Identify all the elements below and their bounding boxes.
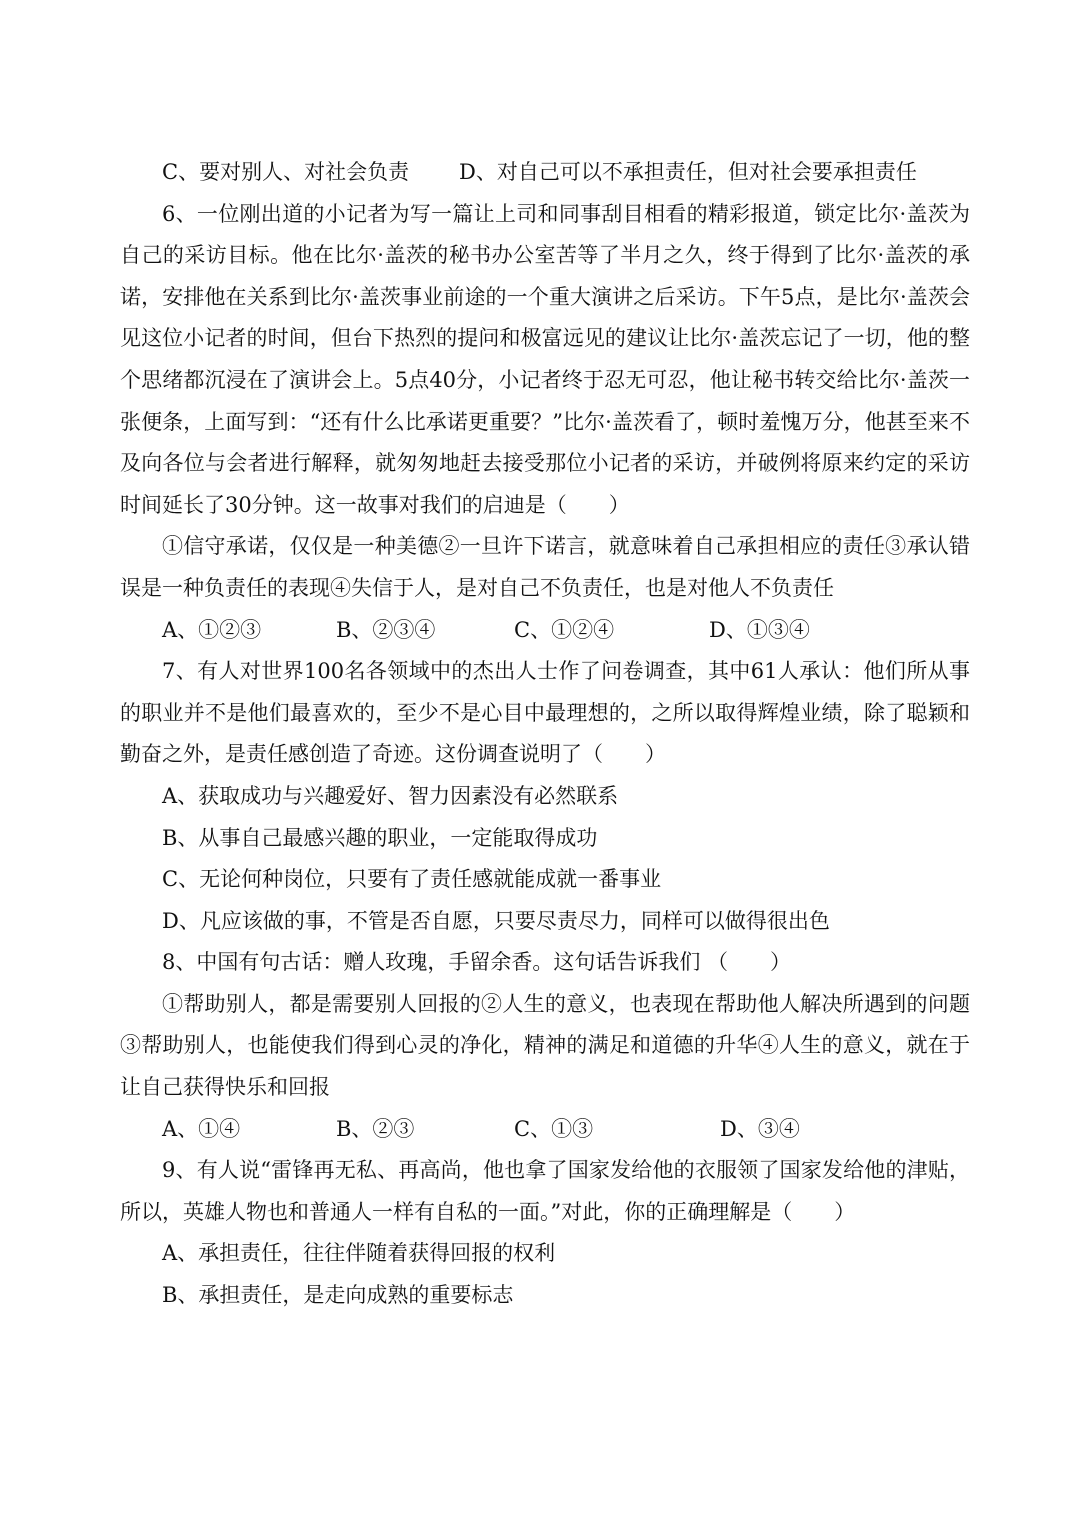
q6-options [120,610,970,652]
q6-option-a: A、①②③ [162,617,262,642]
q8-option-c: C、①③ [514,1116,594,1141]
q8-statements: ①帮助别人，都是需要别人回报的②人生的意义，也表现在帮助他人解决所遇到的问题③帮助别人，也能使我们得到心灵的净化，精神的满足和道德的升华④人生的意义，就在于让自己获得快乐和回报 [120,991,970,1100]
q6-option-b: B、②③④ [336,617,436,642]
q7-option-d: D、凡应该做的事，不管是否自愿，只要尽责尽力，同样可以做得很出色 [162,908,830,933]
document-body [120,152,970,1317]
q8-option-d: D、③④ [720,1116,800,1141]
q6-statements: ①信守承诺，仅仅是一种美德②一旦许下诺言，就意味着自己承担相应的责任③承认错误是一种负责任的表现④失信于人，是对自己不负责任，也是对他人不负责任 [120,534,970,600]
q7-stem: 7、有人对世界100名各领域中的杰出人士作了问卷调查，其中61人承认：他们所从事的职业并不是他们最喜欢的，至少不是心目中最理想的，之所以取得辉煌业绩，除了聪颖和勤奋之外，是责任感创造了奇迹。这份调查说明了（ ） [120,659,970,767]
q5-options-cd [120,152,970,194]
q8-option-a: A、①④ [162,1116,241,1141]
q7-option-a: A、获取成功与兴趣爱好、智力因素没有必然联系 [162,783,619,808]
q9-option-a: A、承担责任，往往伴随着获得回报的权利 [162,1241,556,1266]
q7-option-c: C、无论何种岗位，只要有了责任感就能成就一番事业 [162,867,662,892]
q5-option-d: D、对自己可以不承担责任，但对社会要承担责任 [459,160,917,184]
q9-stem: 9、有人说“雷锋再无私、再高尚，他也拿了国家发给他的衣服领了国家发给他的津贴，所以，英雄人物也和普通人一样有自私的一面。”对此，你的正确理解是（ ） [120,1158,970,1224]
q6-option-c: C、①②④ [514,617,615,642]
q9-option-b: B、承担责任，是走向成熟的重要标志 [162,1283,514,1308]
q7-option-b: B、从事自己最感兴趣的职业，一定能取得成功 [162,825,598,850]
q6-option-d: D、①③④ [709,617,810,642]
q8-options [120,1109,970,1151]
q8-option-b: B、②③ [336,1116,415,1141]
q8-stem: 8、中国有句古话：赠人玫瑰，手留余香。这句话告诉我们 （ ） [162,950,792,975]
q6-stem: 6、一位刚出道的小记者为写一篇让上司和同事刮目相看的精彩报道，锁定比尔·盖茨为自己的采访目标。他在比尔·盖茨的秘书办公室苦等了半月之久，终于得到了比尔·盖茨的承诺，安排他在关系到比尔·盖茨事业前途的一个重大演讲之后采访。下午5点，是比尔·盖茨会见这位小记者的时间，但台下热烈的提问和极富远见的建议让比尔·盖茨忘记了一切，他的整个思绪都沉浸在了演讲会上。5点40分，小记者终于忍无可忍，他让秘书转交给比尔·盖茨一张便条，上面写到：“还有什么比承诺更重要？”比尔·盖茨看了，顿时羞愧万分，他甚至来不及向各位与会者进行解释，就匆匆地赶去接受那位小记者的采访，并破例将原来约定的采访时间延长了30分钟。这一故事对我们的启迪是（ ） [120,201,970,517]
q5-option-c: C、要对别人、对社会负责 [162,160,410,184]
